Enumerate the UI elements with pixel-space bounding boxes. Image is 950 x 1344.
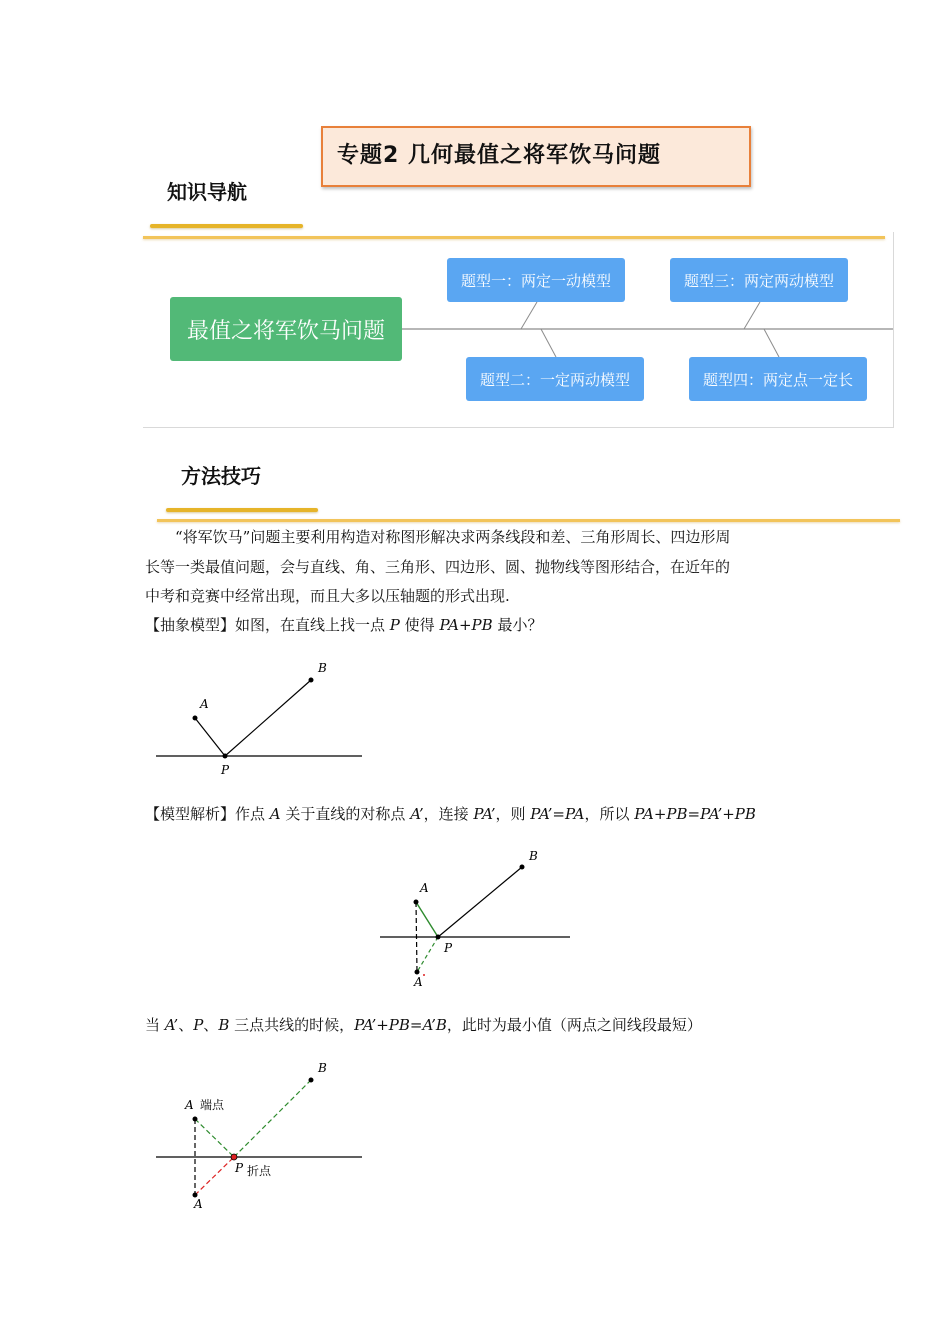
abstract-model-text: 【抽象模型】如图，在直线上找一点 P 使得 PA+PB 最小？ — [145, 616, 543, 634]
label-fold: 折点 — [247, 1164, 272, 1178]
mindmap-root-node: 最值之将军饮马问题 — [170, 297, 402, 361]
label-a-prime: A — [414, 975, 423, 989]
mindmap-branch-type-2: 题型二：一定两动模型 — [466, 357, 644, 401]
intro-line-3: 中考和竞赛中经常出现，而且大多以压轴题的形式出现. — [145, 587, 510, 605]
label-a-prime: A — [194, 1197, 203, 1211]
segment-pb — [234, 1080, 311, 1157]
point-a — [193, 1117, 198, 1122]
label-endpoint: 端点 — [200, 1098, 225, 1112]
mindmap-branch-type-4: 题型四：两定点一定长 — [689, 357, 867, 401]
point-p — [231, 1154, 237, 1160]
intro-line-1: “将军饮马”问题主要利用构造对称图形解决求两条线段和差、三角形周长、四边形周 — [175, 528, 731, 546]
collinear-text: 当 A’、P、B 三点共线的时候，PA’+PB=A’B，此时为最小值（两点之间线段最短） — [145, 1016, 702, 1034]
label-p: P — [235, 1161, 244, 1175]
label-a: A — [200, 697, 209, 711]
segment-a-prime-p — [195, 1157, 234, 1195]
label-a: A — [185, 1098, 194, 1112]
label-p: P — [221, 763, 230, 777]
page-title: 专题2 几何最值之将军饮马问题 — [337, 143, 661, 168]
intro-line-2: 长等一类最值问题，会与直线、角、三角形、四边形、圆、抛物线等图形结合，在近年的 — [145, 557, 731, 576]
label-b: B — [318, 661, 327, 675]
label-p: P — [444, 941, 453, 955]
label-b: B — [529, 849, 538, 863]
label-a: A — [420, 881, 429, 895]
point-b — [309, 1078, 314, 1083]
segment-ap — [195, 1119, 234, 1157]
mindmap-branch-type-3: 题型三：两定两动模型 — [670, 258, 848, 302]
section-heading-knowledge-nav: 知识导航 — [167, 180, 247, 204]
mindmap-branch-type-1: 题型一：两定一动模型 — [447, 258, 625, 302]
section-heading-methods: 方法技巧 — [181, 464, 261, 488]
model-analysis-text: 【模型解析】作点 A 关于直线的对称点 A’，连接 PA’，则 PA’=PA，所以 PA+PB=PA’+PB — [145, 805, 756, 823]
label-b: B — [318, 1061, 327, 1075]
